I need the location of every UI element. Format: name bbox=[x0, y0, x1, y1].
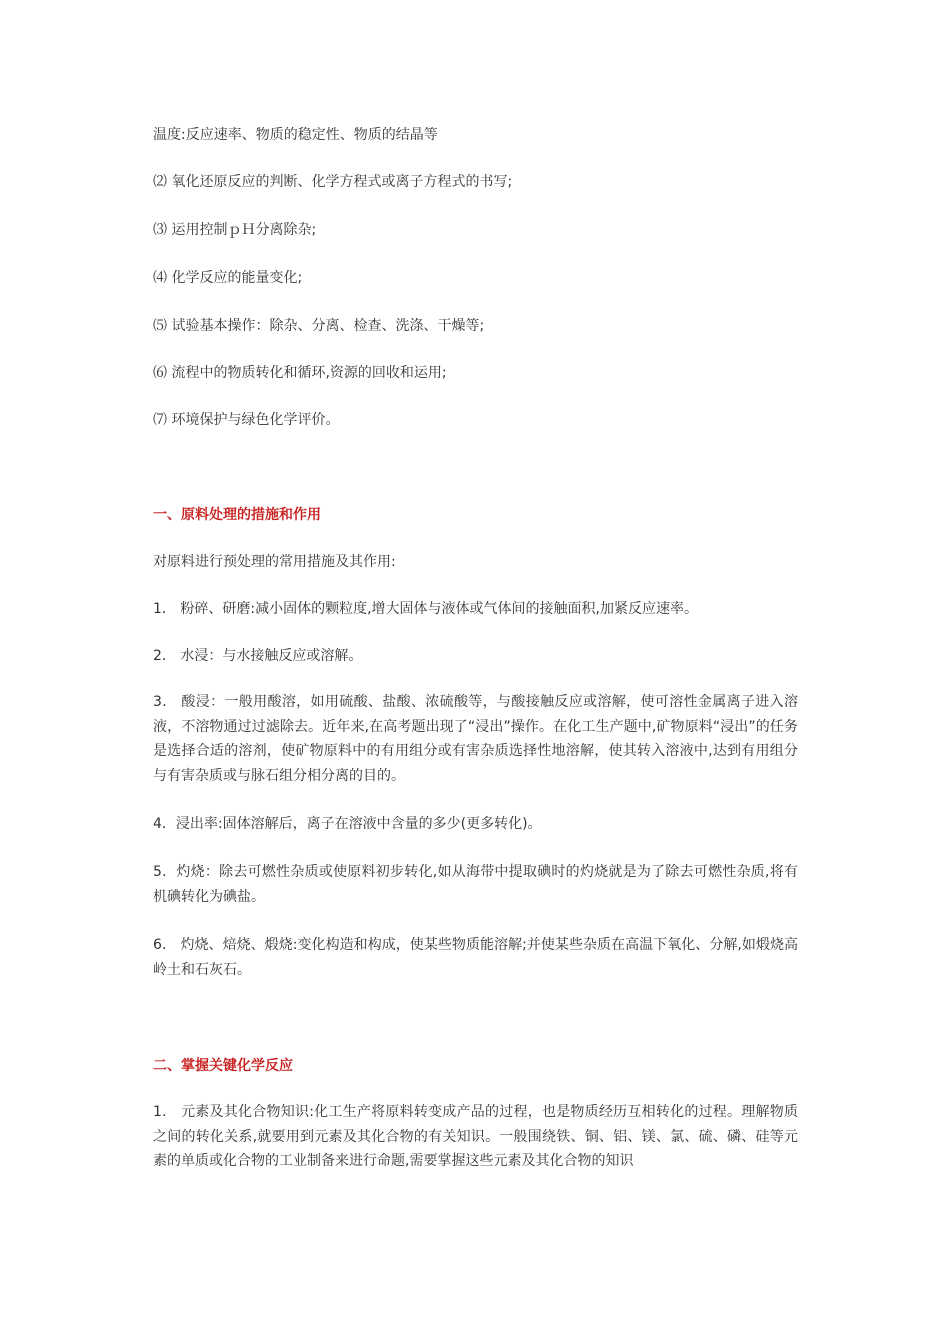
section1-heading: 一、原料处理的措施和作用 bbox=[153, 507, 321, 523]
intro-line-operations: ⑸ 试验基本操作：除杂、分离、检查、洗涤、干燥等; bbox=[153, 318, 485, 334]
section1-item-acid-leach: 3． 酸浸：一般用酸溶，如用硫酸、盐酸、浓硫酸等，与酸接触反应或溶解，使可溶性金属离子进入溶液，不溶物通过过滤除去。近年来,在高考题出现了“浸出”操作。在化工生产题中,矿物原料“浸出”的任务是选择合适的溶剂，使矿物原料中的有用组分或有害杂质选择性地溶解，使其转入溶液中,达到有用组分与有害杂质或与脉石组分相分离的目的。 bbox=[153, 694, 798, 784]
intro-line-recycling: ⑹ 流程中的物质转化和循环,资源的回收和运用; bbox=[153, 365, 447, 381]
intro-line-ph: ⑶ 运用控制ｐＨ分离除杂; bbox=[153, 222, 317, 238]
section1-item-burning: 5．灼烧：除去可燃性杂质或使原料初步转化,如从海带中提取碘时的灼烧就是为了除去可燃性杂质,将有机碘转化为碘盐。 bbox=[153, 864, 798, 905]
intro-line-energy: ⑷ 化学反应的能量变化; bbox=[153, 270, 303, 286]
section2-heading: 二、掌握关键化学反应 bbox=[153, 1058, 293, 1074]
section1-item-calcination: 6． 灼烧、焙烧、煅烧:变化构造和构成，使某些物质能溶解;并使某些杂质在高温下氧化、分解,如煅烧高岭土和石灰石。 bbox=[153, 937, 798, 978]
intro-line-green-chemistry: ⑺ 环境保护与绿色化学评价。 bbox=[153, 412, 340, 428]
section2-item-elements: 1． 元素及其化合物知识:化工生产将原料转变成产品的过程，也是物质经历互相转化的过程。理解物质之间的转化关系,就要用到元素及其化合物的有关知识。一般围绕铁、铜、铝、镁、氯、硫、磷、硅等元素的单质或化合物的工业制备来进行命题,需要掌握这些元素及其化合物的知识 bbox=[153, 1104, 798, 1169]
section1-item-grinding: 1． 粉碎、研磨:减小固体的颗粒度,增大固体与液体或气体间的接触面积,加紧反应速率。 bbox=[153, 601, 698, 617]
section1-item-water-leach: 2． 水浸：与水接触反应或溶解。 bbox=[153, 648, 363, 664]
section1-intro: 对原料进行预处理的常用措施及其作用: bbox=[153, 554, 396, 570]
section1-item-leach-rate: 4．浸出率:固体溶解后，离子在溶液中含量的多少(更多转化)。 bbox=[153, 816, 542, 832]
intro-line-temperature: 温度:反应速率、物质的稳定性、物质的结晶等 bbox=[153, 127, 438, 143]
intro-line-redox: ⑵ 氧化还原反应的判断、化学方程式或离子方程式的书写; bbox=[153, 174, 513, 190]
